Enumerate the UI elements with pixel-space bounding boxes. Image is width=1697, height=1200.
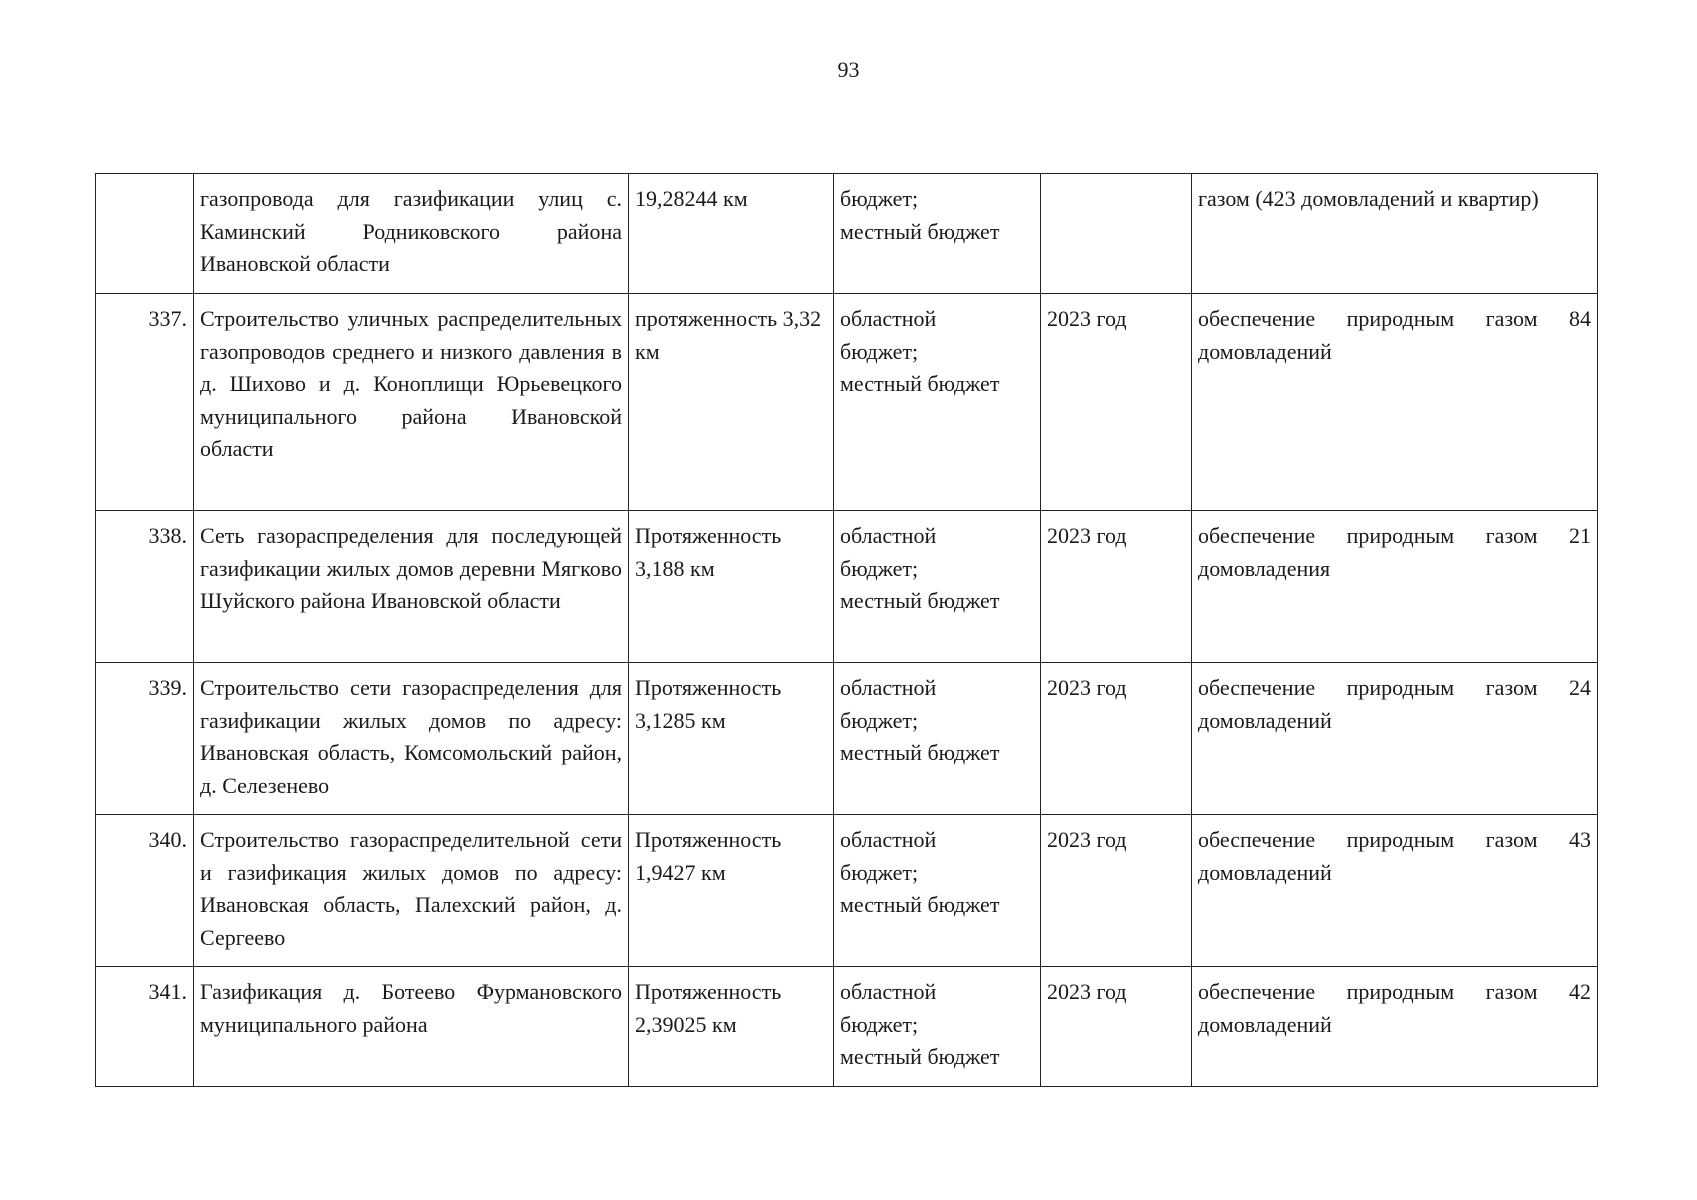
funding-source <box>834 294 1041 511</box>
completion-year: 2023 год <box>1041 815 1192 967</box>
funding-source-line: бюджет; <box>840 186 919 211</box>
funding-source-line: местный бюджет <box>840 218 1000 244</box>
completion-year: 2023 год <box>1041 663 1192 815</box>
object-name: Строительство сети газораспределения для газификации жилых домов по адресу: Ивановская область, Комсомольский район, д. Селезенево <box>194 663 629 815</box>
table-row <box>96 511 1598 663</box>
funding-source <box>834 174 1041 294</box>
object-name: Строительство газораспределительной сети и газификация жилых домов по адресу: Ивановская область, Палехский район, д. Сергеево <box>194 815 629 967</box>
funding-source-line: бюджет; <box>840 707 919 733</box>
funding-source-line: бюджет; <box>840 555 919 581</box>
page-number: 93 <box>837 57 860 82</box>
funding-source-line: местный бюджет <box>840 371 1000 396</box>
expected-result: обеспечение природным газом 42 домовладений <box>1192 967 1598 1087</box>
object-capacity: Протяженность 1,9427 км <box>629 815 834 967</box>
table-row <box>96 815 1598 967</box>
funding-source-line: бюджет; <box>840 859 919 885</box>
funding-source <box>834 663 1041 815</box>
table-row <box>96 294 1598 511</box>
funding-source-line: местный бюджет <box>840 588 1000 613</box>
row-number <box>96 174 194 294</box>
expected-result: обеспечение природным газом 43 домовладений <box>1192 815 1598 967</box>
object-capacity: протяженность 3,32 км <box>629 294 834 511</box>
completion-year: 2023 год <box>1041 967 1192 1087</box>
funding-source <box>834 815 1041 967</box>
completion-year: 2023 год <box>1041 294 1192 511</box>
object-capacity: Протяженность 2,39025 км <box>629 967 834 1087</box>
object-capacity: 19,28244 км <box>629 174 834 294</box>
funding-source <box>834 967 1041 1087</box>
funding-source-line: областной <box>840 675 937 700</box>
object-name: газопровода для газификации улиц с. Каминский Родниковского района Ивановской области <box>194 174 629 294</box>
object-name: Сеть газораспределения для последующей газификации жилых домов деревни Мягково Шуйского района Ивановской области <box>194 511 629 663</box>
object-name: Строительство уличных распределительных газопроводов среднего и низкого давления в д. Шихово и д. Коноплищи Юрьевецкого муниципального района Ивановской области <box>194 294 629 511</box>
expected-result: газом (423 домовладений и квартир) <box>1192 174 1598 294</box>
funding-source-line: областной <box>840 979 937 1004</box>
funding-source-line: областной <box>840 523 937 548</box>
table-row <box>96 174 1598 294</box>
funding-source-line: местный бюджет <box>840 1044 1000 1069</box>
object-name: Газификация д. Ботеево Фурмановского муниципального района <box>194 967 629 1087</box>
table-row <box>96 967 1598 1087</box>
funding-source-line: бюджет; <box>840 1011 919 1037</box>
expected-result: обеспечение природным газом 84 домовладений <box>1192 294 1598 511</box>
row-number: 341. <box>96 967 194 1087</box>
expected-result: обеспечение природным газом 24 домовладений <box>1192 663 1598 815</box>
funding-source-line: областной <box>840 306 937 331</box>
funding-source-line: бюджет; <box>840 338 919 364</box>
table-row <box>96 663 1598 815</box>
object-capacity: Протяженность 3,1285 км <box>629 663 834 815</box>
funding-source <box>834 511 1041 663</box>
object-capacity: Протяженность 3,188 км <box>629 511 834 663</box>
expected-result: обеспечение природным газом 21 домовладения <box>1192 511 1598 663</box>
row-number: 339. <box>96 663 194 815</box>
completion-year <box>1041 174 1192 294</box>
completion-year: 2023 год <box>1041 511 1192 663</box>
row-number: 337. <box>96 294 194 511</box>
funding-source-line: местный бюджет <box>840 740 1000 765</box>
funding-source-line: областной <box>840 827 937 852</box>
row-number: 340. <box>96 815 194 967</box>
funding-source-line: местный бюджет <box>840 892 1000 917</box>
program-table <box>95 173 1598 1087</box>
row-number: 338. <box>96 511 194 663</box>
